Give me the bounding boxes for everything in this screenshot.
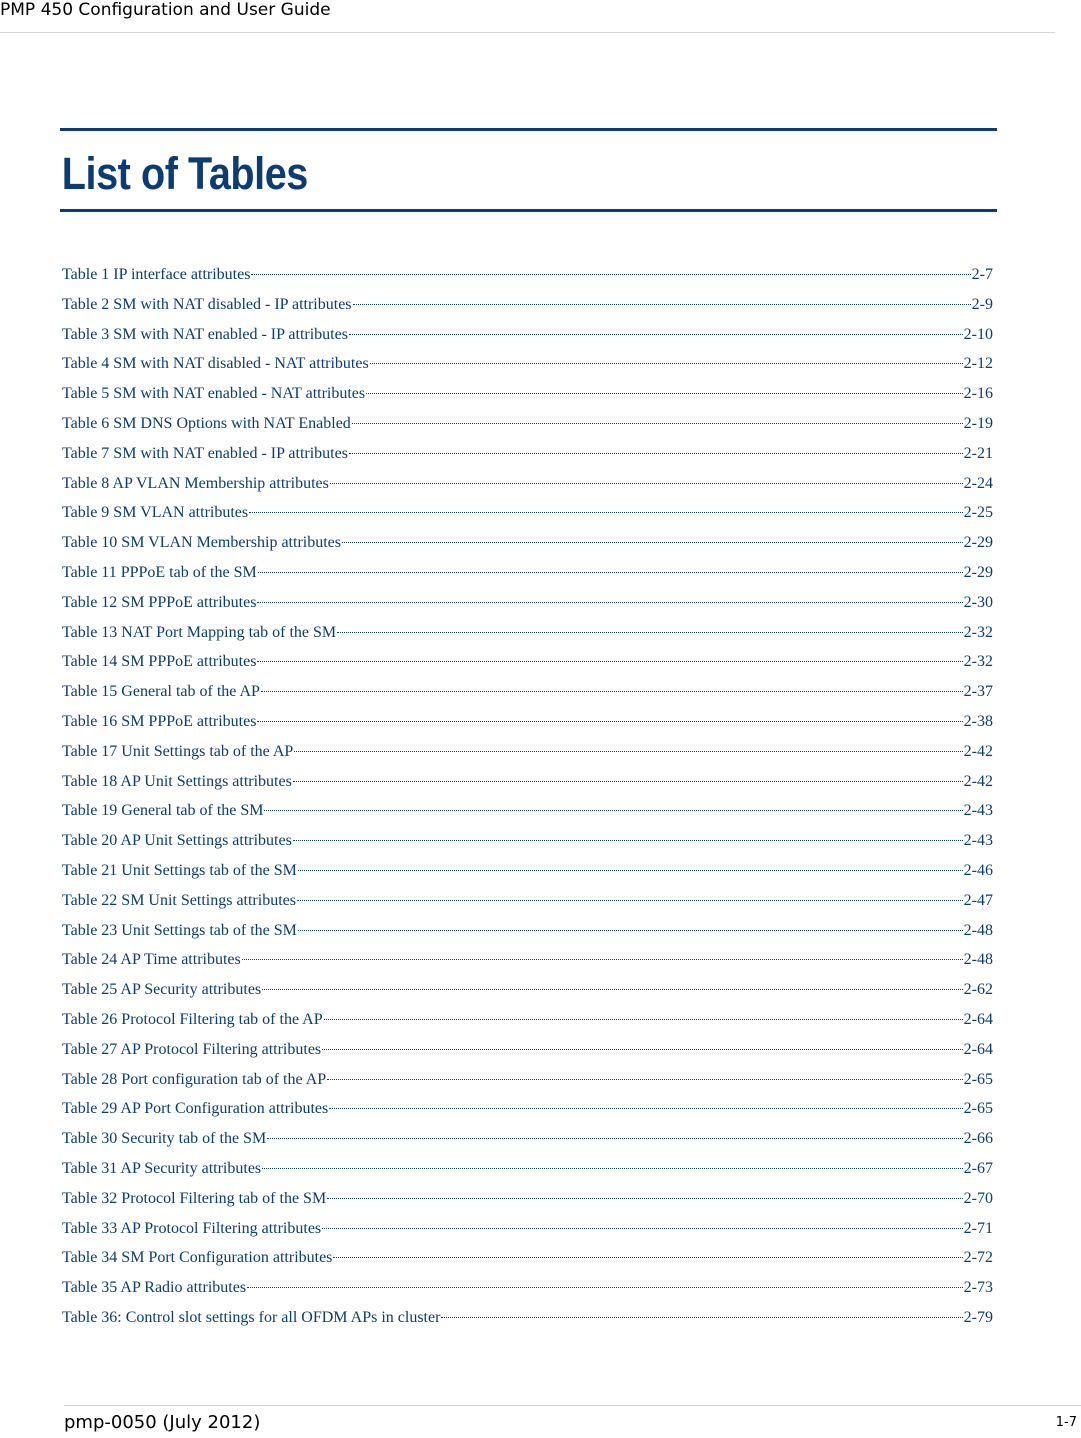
dot-leader — [293, 781, 963, 782]
toc-entry-label: Table 22 SM Unit Settings attributes — [62, 891, 296, 909]
toc-entry-page-number: 2-43 — [963, 832, 993, 850]
toc-entry-page-number: 2-7 — [971, 266, 993, 283]
toc-entry-link[interactable] — [62, 1124, 993, 1154]
dot-leader — [337, 632, 963, 633]
dot-leader — [262, 989, 963, 990]
dot-leader — [349, 334, 963, 335]
toc-entry-label: Table 16 SM PPPoE attributes — [62, 712, 257, 730]
toc-entry-link[interactable] — [62, 677, 993, 707]
toc-entry-page-number: 2-70 — [963, 1189, 993, 1207]
toc-entry-page-number: 2-72 — [963, 1249, 993, 1267]
toc-entry-label: Table 26 Protocol Filtering tab of the AP — [62, 1010, 323, 1028]
toc-entry-page-number: 2-65 — [963, 1070, 993, 1088]
toc-entry-label: Table 36: Control slot settings for all OFDM APs in cluster — [62, 1308, 441, 1326]
toc-entry-link[interactable] — [62, 1243, 993, 1273]
page-title: List of Tables — [61, 148, 308, 199]
dot-leader — [262, 1168, 963, 1169]
toc-entry-link[interactable] — [62, 975, 993, 1005]
dot-leader — [294, 751, 962, 752]
toc-entry-page-number: 2-10 — [963, 325, 993, 343]
toc-entry-label: Table 32 Protocol Filtering tab of the SM — [62, 1189, 327, 1207]
toc-entry-page-number: 2-32 — [963, 623, 993, 641]
toc-entry-page-number: 2-21 — [963, 444, 993, 462]
toc-entry-link[interactable] — [62, 1094, 993, 1124]
toc-entry-page-number: 2-25 — [963, 504, 993, 522]
toc-entry-page-number: 2-38 — [963, 712, 993, 730]
toc-entry-link[interactable] — [62, 1303, 993, 1333]
running-header-title: PMP 450 Configuration and User Guide — [0, 0, 331, 20]
toc-entry-label: Table 6 SM DNS Options with NAT Enabled — [62, 414, 351, 432]
toc-entry-link[interactable] — [62, 1035, 993, 1065]
toc-entry-page-number: 2-42 — [963, 772, 993, 790]
toc-entry-link[interactable] — [62, 558, 993, 588]
toc-entry-label: Table 13 NAT Port Mapping tab of the SM — [62, 623, 337, 641]
toc-entry-page-number: 2-62 — [963, 981, 993, 999]
toc-entry-label: Table 4 SM with NAT disabled - NAT attributes — [62, 355, 369, 373]
toc-entry-label: Table 34 SM Port Configuration attributes — [62, 1249, 333, 1267]
toc-entry-label: Table 8 AP VLAN Membership attributes — [62, 474, 329, 492]
toc-entry-page-number: 2-73 — [963, 1279, 993, 1297]
toc-entry-link[interactable] — [62, 618, 993, 648]
dot-leader — [324, 1019, 963, 1020]
toc-entry-label: Table 31 AP Security attributes — [62, 1159, 262, 1177]
dot-leader — [264, 810, 962, 811]
toc-entry-link[interactable] — [62, 916, 993, 946]
title-block — [60, 128, 997, 212]
toc-entry-link[interactable] — [62, 1184, 993, 1214]
toc-entry-label: Table 10 SM VLAN Membership attributes — [62, 534, 341, 552]
dot-leader — [267, 1138, 963, 1139]
toc-entry-link[interactable] — [62, 647, 993, 677]
toc-entry-label: Table 23 Unit Settings tab of the SM — [62, 921, 297, 939]
toc-entry-label: Table 33 AP Protocol Filtering attributes — [62, 1219, 322, 1237]
toc-entry-link[interactable] — [62, 826, 993, 856]
toc-entry-label: Table 12 SM PPPoE attributes — [62, 593, 257, 611]
toc-entry-link[interactable] — [62, 498, 993, 528]
toc-entry-page-number: 2-30 — [963, 593, 993, 611]
toc-entry-label: Table 18 AP Unit Settings attributes — [62, 772, 292, 790]
toc-entry-label: Table 28 Port configuration tab of the AP — [62, 1070, 327, 1088]
toc-entry-label: Table 25 AP Security attributes — [62, 981, 262, 999]
toc-entry-link[interactable] — [62, 945, 993, 975]
toc-entry-link[interactable] — [62, 767, 993, 797]
dot-leader — [333, 1257, 962, 1258]
toc-entry-link[interactable] — [62, 439, 993, 469]
dot-leader — [298, 870, 963, 871]
toc-entry-link[interactable] — [62, 469, 993, 499]
toc-entry-link[interactable] — [62, 379, 993, 409]
toc-entry-label: Table 29 AP Port Configuration attributes — [62, 1100, 329, 1118]
toc-entry-page-number: 2-16 — [963, 385, 993, 403]
title-rule-bottom — [60, 209, 997, 212]
dot-leader — [257, 721, 962, 722]
dot-leader — [298, 930, 963, 931]
dot-leader — [353, 304, 971, 305]
toc-entry-label: Table 1 IP interface attributes — [62, 266, 251, 283]
dot-leader — [322, 1228, 963, 1229]
toc-entry-page-number: 2-79 — [963, 1308, 993, 1326]
header-divider — [0, 32, 1055, 33]
dot-leader — [349, 453, 963, 454]
dot-leader — [330, 483, 963, 484]
dot-leader — [251, 274, 970, 275]
dot-leader — [257, 602, 962, 603]
dot-leader — [329, 1108, 962, 1109]
toc-entry-link[interactable] — [62, 707, 993, 737]
toc-entry-page-number: 2-24 — [963, 474, 993, 492]
toc-entry-page-number: 2-48 — [963, 921, 993, 939]
toc-entry-page-number: 2-32 — [963, 653, 993, 671]
dot-leader — [370, 363, 963, 364]
toc-entry-label: Table 17 Unit Settings tab of the AP — [62, 742, 294, 760]
toc-entry-page-number: 2-9 — [971, 295, 993, 313]
toc-entry-link[interactable] — [62, 1214, 993, 1244]
toc-entry-link[interactable] — [62, 796, 993, 826]
toc-entry-label: Table 15 General tab of the AP — [62, 683, 260, 701]
toc-entry-link[interactable] — [62, 1065, 993, 1095]
toc-entry-page-number: 2-37 — [963, 683, 993, 701]
footer-divider — [64, 1405, 1081, 1406]
toc-entry-label: Table 24 AP Time attributes — [62, 951, 241, 969]
toc-entry-link[interactable] — [62, 320, 993, 350]
toc-entry-page-number: 2-64 — [963, 1010, 993, 1028]
dot-leader — [441, 1317, 962, 1318]
toc-entry-page-number: 2-66 — [963, 1130, 993, 1148]
toc-entry-page-number: 2-47 — [963, 891, 993, 909]
toc-entry-page-number: 2-64 — [963, 1040, 993, 1058]
footer-page-number: 1-7 — [1055, 1415, 1077, 1430]
toc-entry-page-number: 2-29 — [963, 563, 993, 581]
toc-entry-link[interactable] — [62, 886, 993, 916]
dot-leader — [327, 1198, 962, 1199]
toc-entry-page-number: 2-71 — [963, 1219, 993, 1237]
toc-entry-page-number: 2-12 — [963, 355, 993, 373]
list-of-tables — [62, 260, 993, 1333]
toc-entry-label: Table 11 PPPoE tab of the SM — [62, 563, 257, 581]
dot-leader — [327, 1079, 963, 1080]
toc-entry-label: Table 35 AP Radio attributes — [62, 1279, 247, 1297]
toc-entry-label: Table 2 SM with NAT disabled - IP attributes — [62, 295, 352, 313]
dot-leader — [258, 572, 963, 573]
toc-entry-label: Table 21 Unit Settings tab of the SM — [62, 861, 297, 879]
dot-leader — [322, 1049, 963, 1050]
toc-entry-label: Table 27 AP Protocol Filtering attributes — [62, 1040, 322, 1058]
toc-entry-label: Table 30 Security tab of the SM — [62, 1130, 267, 1148]
dot-leader — [247, 1287, 963, 1288]
dot-leader — [293, 840, 963, 841]
toc-entry-link[interactable] — [62, 856, 993, 886]
dot-leader — [249, 512, 963, 513]
toc-entry-link[interactable] — [62, 588, 993, 618]
dot-leader — [297, 900, 963, 901]
dot-leader — [366, 393, 963, 394]
toc-entry-page-number: 2-46 — [963, 861, 993, 879]
dot-leader — [257, 661, 962, 662]
dot-leader — [242, 959, 963, 960]
toc-entry-page-number: 2-43 — [963, 802, 993, 820]
toc-entry-page-number: 2-48 — [963, 951, 993, 969]
dot-leader — [261, 691, 963, 692]
toc-entry-page-number: 2-65 — [963, 1100, 993, 1118]
toc-entry-label: Table 3 SM with NAT enabled - IP attributes — [62, 325, 348, 343]
toc-entry-link[interactable] — [62, 528, 993, 558]
toc-entry-label: Table 19 General tab of the SM — [62, 802, 264, 820]
toc-entry-label: Table 5 SM with NAT enabled - NAT attributes — [62, 385, 366, 403]
toc-entry-link[interactable] — [62, 1273, 993, 1303]
toc-entry-label: Table 14 SM PPPoE attributes — [62, 653, 257, 671]
toc-entry-label: Table 20 AP Unit Settings attributes — [62, 832, 292, 850]
toc-entry-page-number: 2-42 — [963, 742, 993, 760]
toc-entry-link[interactable] — [62, 260, 993, 290]
toc-entry-page-number: 2-29 — [963, 534, 993, 552]
dot-leader — [352, 423, 963, 424]
toc-entry-link[interactable] — [62, 1005, 993, 1035]
toc-entry-page-number: 2-67 — [963, 1159, 993, 1177]
toc-entry-link[interactable] — [62, 409, 993, 439]
toc-entry-link[interactable] — [62, 1154, 993, 1184]
toc-entry-link[interactable] — [62, 737, 993, 767]
toc-entry-label: Table 9 SM VLAN attributes — [62, 504, 249, 522]
toc-entry-page-number: 2-19 — [963, 414, 993, 432]
dot-leader — [342, 542, 963, 543]
footer-document-id: pmp-0050 (July 2012) — [64, 1412, 261, 1433]
toc-entry-link[interactable] — [62, 290, 993, 320]
toc-entry-label: Table 7 SM with NAT enabled - IP attributes — [62, 444, 348, 462]
toc-entry-link[interactable] — [62, 349, 993, 379]
